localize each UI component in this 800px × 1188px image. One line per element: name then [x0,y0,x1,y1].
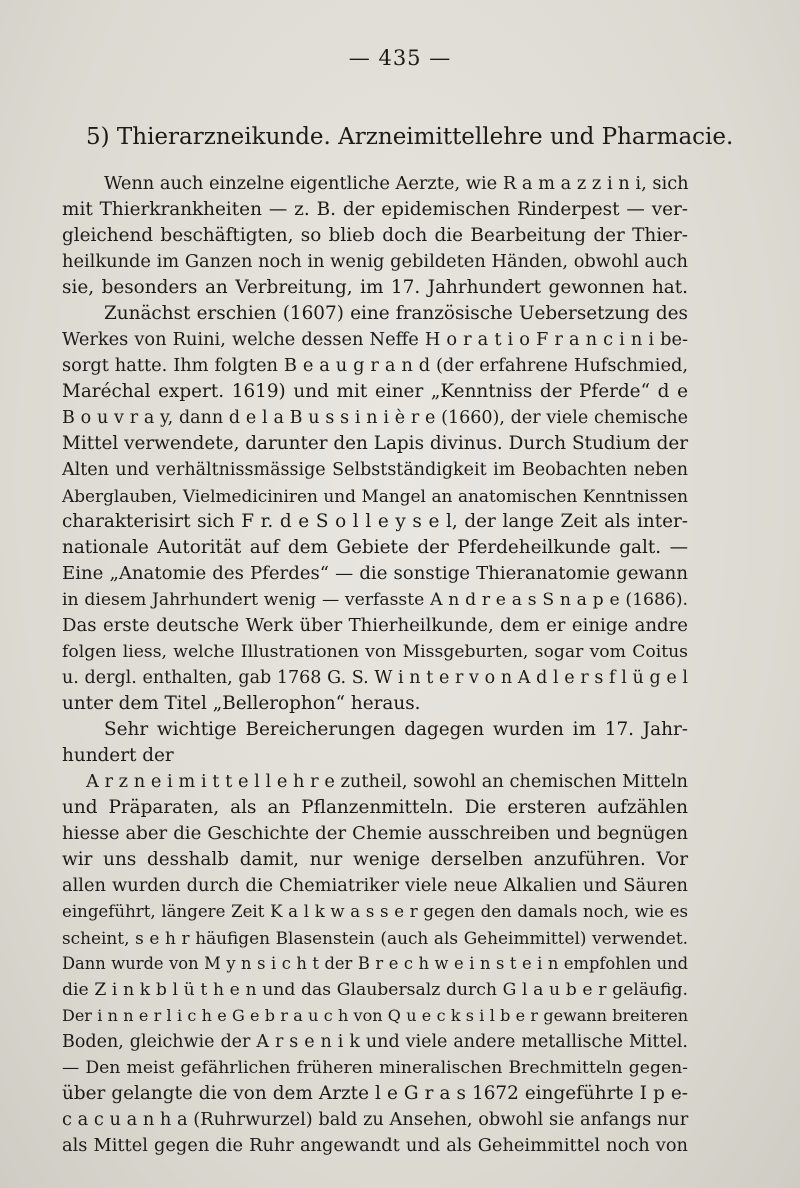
text-line: c a c u a n h a (Ruhrwurzel) bald zu Ansehen, obwohl sie anfangs nur [62,1109,689,1130]
text-line: Dann wurde von M y n s i c h t der B r e c h w e i n s t e i n empfohlen und [62,954,688,973]
text-line: B o u v r a y, dann d e l a B u s s i n i è r e (1660), der viele chemische [62,408,688,428]
page-number: — 435 — [348,46,452,70]
text-line: über gelangte die von dem Arzte l e G r a s 1672 eingeführte I p e- [62,1083,688,1104]
text-line: eingeführt, längere Zeit K a l k w a s s e r gegen den damals noch, wie es [62,902,688,921]
text-line: Zunächst erschien (1607) eine französische Uebersetzung des [104,303,688,324]
text-line: gleichend beschäftigten, so blieb doch die Bearbeitung der Thier- [62,225,688,246]
text-line: und Präparaten, als an Pflanzenmitteln. Die ersteren aufzählen [62,797,688,818]
text-line: charakterisirt sich F r. d e S o l l e y s e l, der lange Zeit als inter- [62,511,688,532]
text-line: unter dem Titel „Bellerophon“ heraus. [62,693,421,714]
text-line: wir uns desshalb damit, nur wenige derselben anzuführen. Vor [62,849,688,870]
text-line: — Den meist gefährlichen früheren mineralischen Brechmitteln gegen- [62,1058,688,1078]
text-line: Eine „Anatomie des Pferdes“ — die sonstige Thieranatomie gewann [62,563,688,584]
text-line: Werkes von Ruini, welche dessen Neffe H o r a t i o F r a n c i n i be- [62,329,688,350]
text-line: Boden, gleichwie der A r s e n i k und viele andere metallische Mittel. [62,1032,688,1052]
text-line: folgen liess, welche Illustrationen von Missgeburten, sogar vom Coitus [62,642,688,662]
text-line: heilkunde im Ganzen noch in wenig gebildeten Händen, obwohl auch [62,251,688,272]
text-line: Alten und verhältnissmässige Selbstständigkeit im Beobachten neben [62,460,688,480]
text-line: Maréchal expert. 1619) und mit einer „Kenntniss der Pferde“ d e [62,381,688,402]
text-line: Das erste deutsche Werk über Thierheilkunde, dem er einige andre [62,615,688,636]
text-line: Der i n n e r l i c h e G e b r a u c h von Q u e c k s i l b e r gewann breiteren [62,1006,688,1025]
text-line: nationale Autorität auf dem Gebiete der Pferdeheilkunde galt. — [62,537,688,558]
text-line: u. dergl. enthalten, gab 1768 G. S. W i n t e r v o n A d l e r s f l ü g e l [62,668,688,688]
text-line: sie, besonders an Verbreitung, im 17. Jahrhundert gewonnen hat. [62,277,688,298]
text-line: allen wurden durch die Chemiatriker viele neue Alkalien und Säuren [62,875,688,896]
text-line: in diesem Jahrhundert wenig — verfasste A n d r e a s S n a p e (1686). [62,590,688,610]
text-line: als Mittel gegen die Ruhr angewandt und als Geheimmittel noch von [62,1135,688,1156]
text-line: die Z i n k b l ü t h e n und das Glaubersalz durch G l a u b e r geläufig. [62,980,688,1000]
text-line: Sehr wichtige Bereicherungen dagegen wurden im 17. Jahr- [104,719,688,740]
text-line: hundert der [62,745,174,766]
text-line: scheint, s e h r häufigen Blasenstein (auch als Geheimmittel) verwendet. [62,928,688,948]
text-line: A r z n e i m i t t e l l e h r e zutheil, sowohl an chemischen Mitteln [86,771,688,792]
text-line: Mittel verwendete, darunter den Lapis divinus. Durch Studium der [62,433,689,454]
text-line: Wenn auch einzelne eigentliche Aerzte, wie R a m a z z i n i, sich [104,173,689,194]
text-line: Aberglauben, Vielmediciniren und Mangel an anatomischen Kenntnissen [62,486,688,506]
text-line: sorgt hatte. Ihm folgten B e a u g r a n d (der erfahrene Hufschmied, [62,355,688,376]
text-line: mit Thierkrankheiten — z. B. der epidemischen Rinderpest — ver- [62,199,688,220]
text-line: hiesse aber die Geschichte der Chemie ausschreiben und begnügen [62,823,688,844]
section-heading: 5) Thierarzneikunde. Arzneimittellehre und Pharmacie. [86,124,734,150]
